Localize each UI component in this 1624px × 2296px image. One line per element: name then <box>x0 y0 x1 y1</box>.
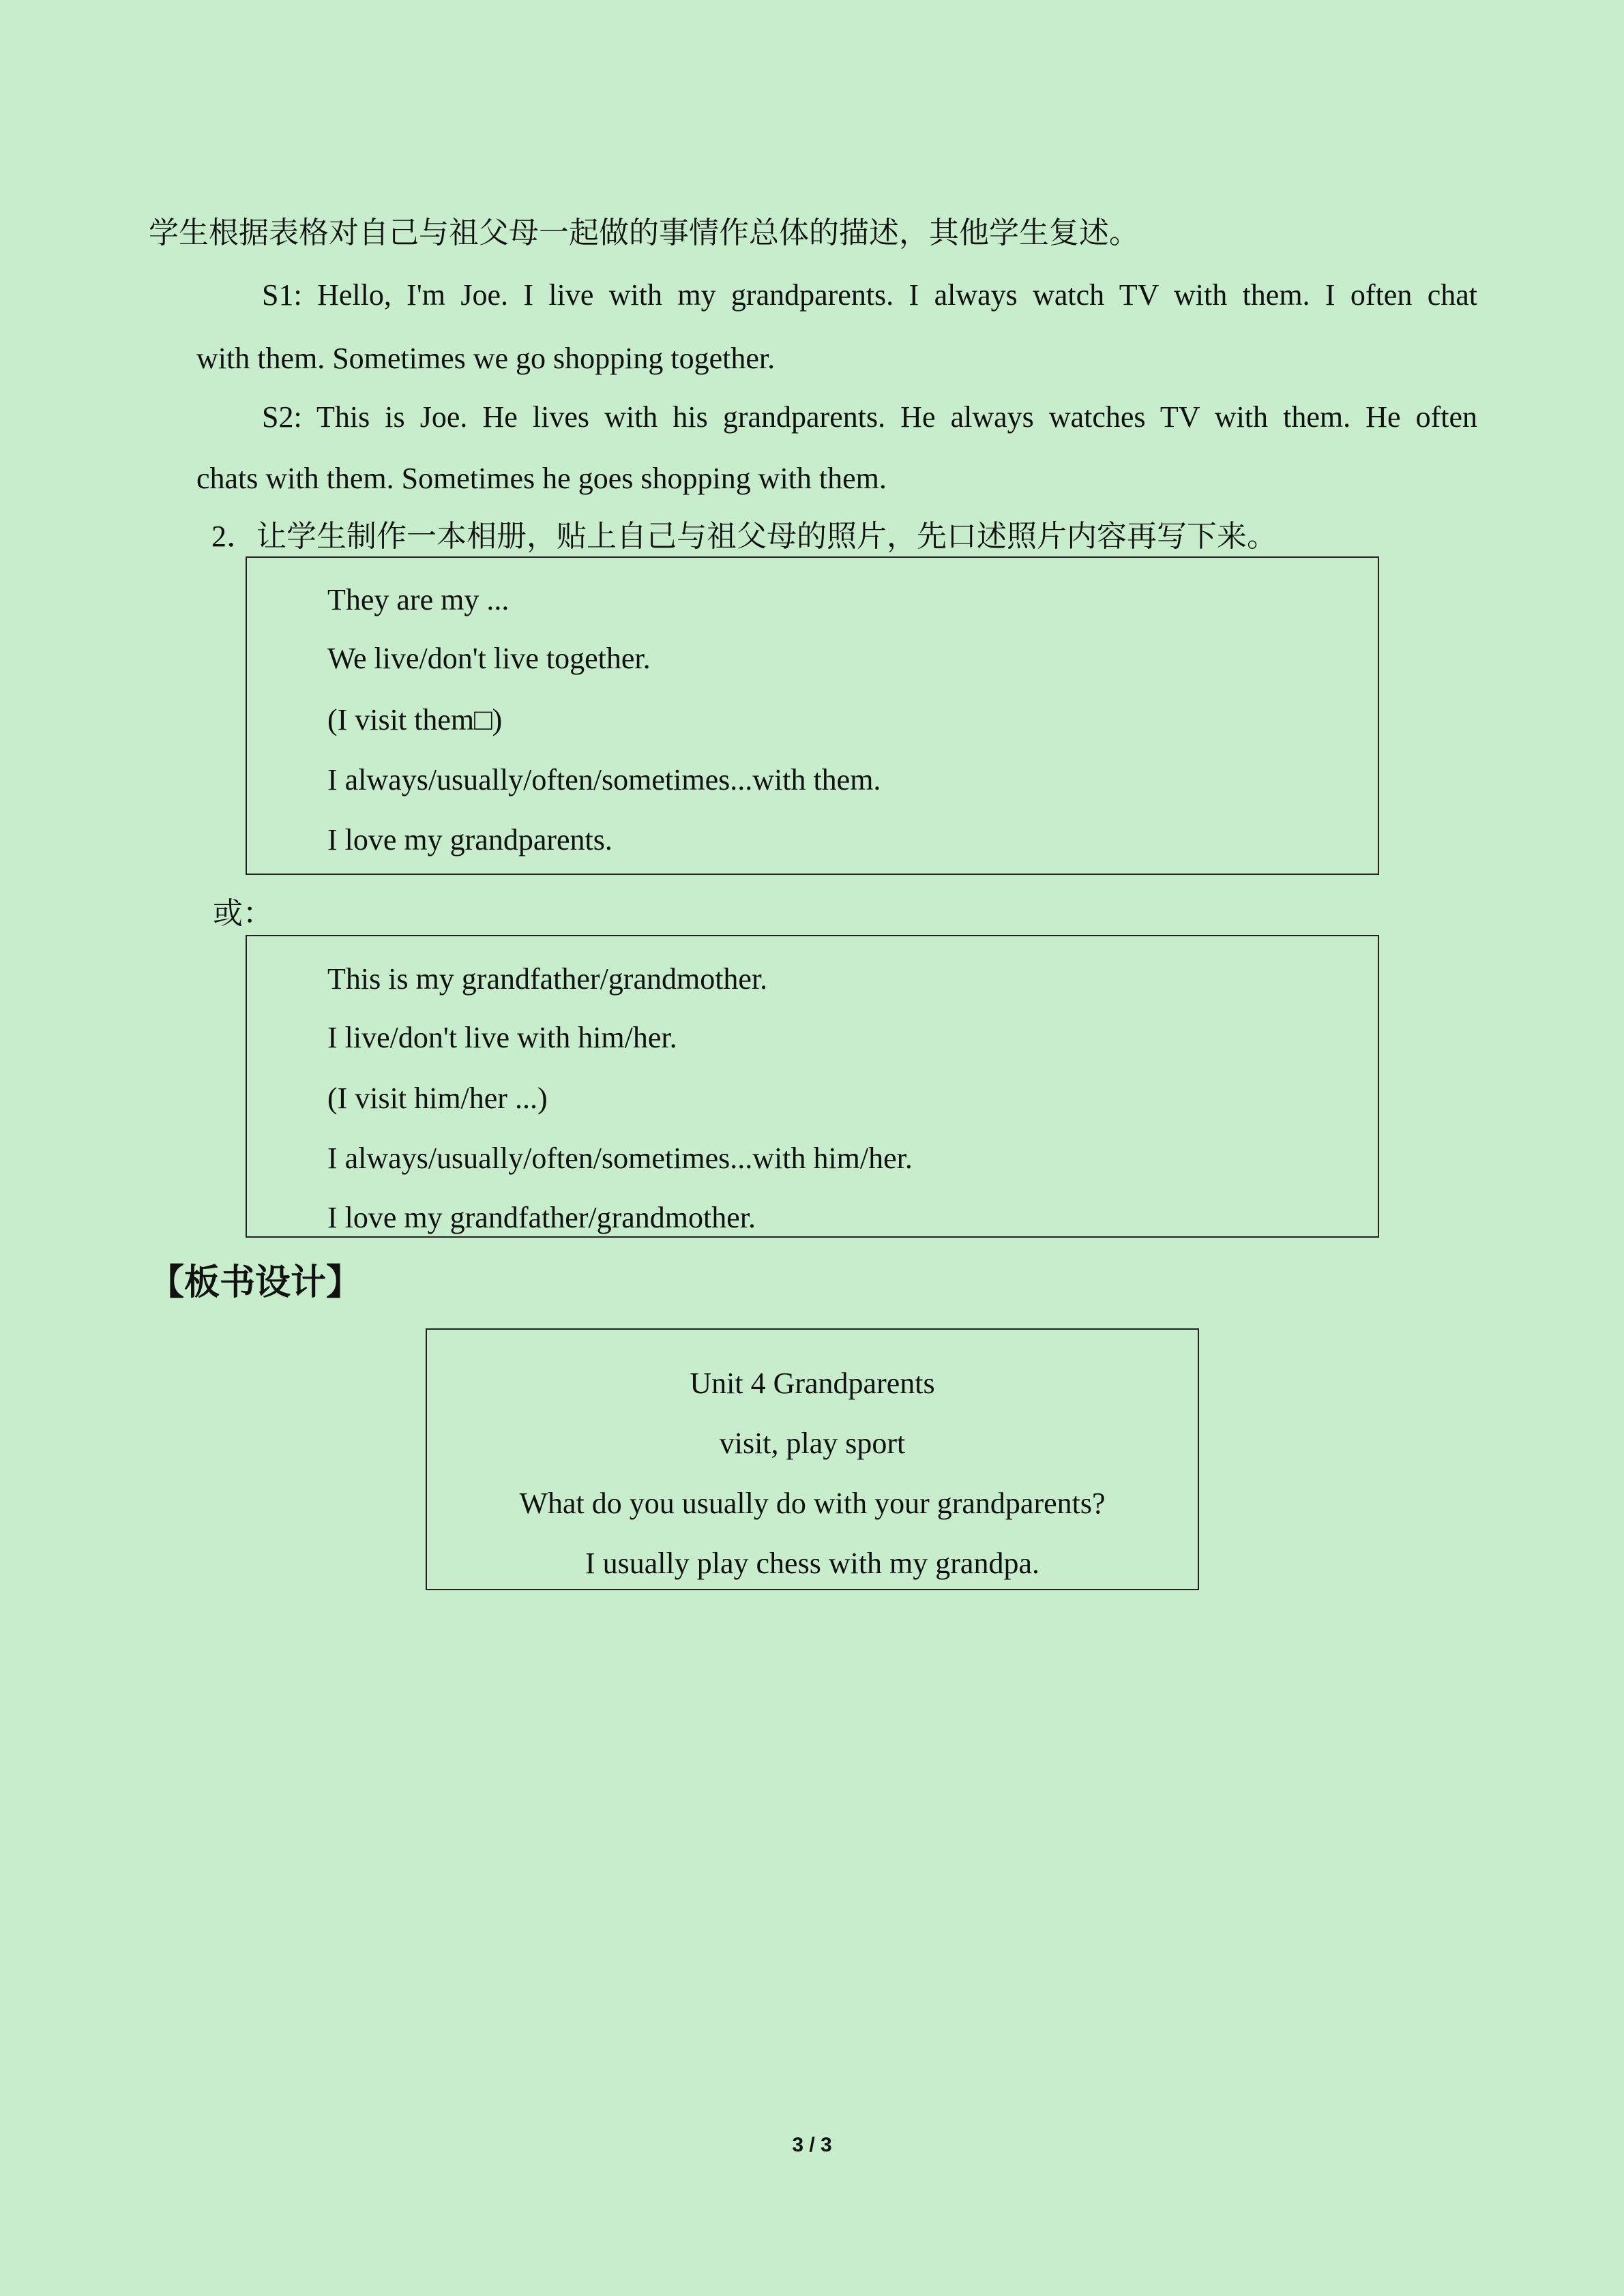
dialogue-s2-line2: chats with them. Sometimes he goes shopping with them. <box>196 462 887 495</box>
board-line: What do you usually do with your grandparents? <box>519 1487 1106 1520</box>
box1-line: I always/usually/often/sometimes...with them. <box>327 763 881 796</box>
box2-line: I love my grandfather/grandmother. <box>327 1201 756 1234</box>
board-line: visit, play sport <box>719 1427 906 1460</box>
template-box-them <box>246 556 1379 875</box>
box1-line: They are my ... <box>327 583 510 616</box>
template-box-him-her <box>246 935 1379 1238</box>
box1-line: (I visit them□) <box>327 703 503 736</box>
dialogue-s2-line1: S2: This is Joe. He lives with his grandparents. He always watches TV with them. He often <box>262 400 1477 434</box>
box1-line: I love my grandparents. <box>327 823 612 856</box>
task-2-text: 2．让学生制作一本相册，贴上自己与祖父母的照片，先口述照片内容再写下来。 <box>211 520 1277 553</box>
board-line-title: Unit 4 Grandparents <box>690 1367 935 1400</box>
board-design-heading: 【板书设计】 <box>149 1264 362 1302</box>
dialogue-s1-line2: with them. Sometimes we go shopping together. <box>196 342 776 375</box>
or-label: 或： <box>213 897 273 930</box>
box2-line: I live/don't live with him/her. <box>327 1021 677 1054</box>
box2-line: I always/usually/often/sometimes...with him/her. <box>327 1142 913 1175</box>
page-number: 3 / 3 <box>792 2134 832 2156</box>
intro-text: 学生根据表格对自己与祖父母一起做的事情作总体的描述，其他学生复述。 <box>149 216 1139 250</box>
board-line: I usually play chess with my grandpa. <box>585 1547 1039 1580</box>
dialogue-s1-line1: S1: Hello, I'm Joe. I live with my grandparents. I always watch TV with them. I often chat <box>262 278 1477 312</box>
box2-line: (I visit him/her ...) <box>327 1082 548 1115</box>
box2-line: This is my grandfather/grandmother. <box>327 962 768 996</box>
box1-line: We live/don't live together. <box>327 642 651 675</box>
board-design-box <box>426 1328 1199 1590</box>
